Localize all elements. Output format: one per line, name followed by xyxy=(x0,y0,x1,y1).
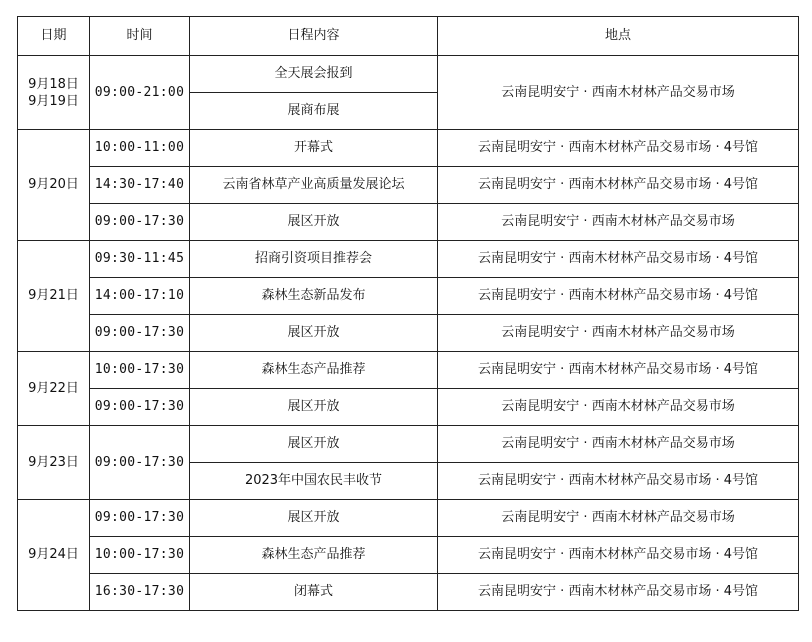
time-cell: 09:30-11:45 xyxy=(90,241,190,278)
location-cell: 云南昆明安宁 · 西南木材林产品交易市场 · 4号馆 xyxy=(438,537,799,574)
date-cell xyxy=(18,56,90,130)
location-cell: 云南昆明安宁 · 西南木材林产品交易市场 xyxy=(438,500,799,537)
table-row xyxy=(18,56,799,93)
location-cell: 云南昆明安宁 · 西南木材林产品交易市场 xyxy=(438,315,799,352)
content-cell: 展商布展 xyxy=(190,93,438,130)
date-cell: 9月22日 xyxy=(18,352,90,426)
location-cell: 云南昆明安宁 · 西南木材林产品交易市场 · 4号馆 xyxy=(438,241,799,278)
table-row xyxy=(18,426,799,463)
table-row xyxy=(18,352,799,389)
table-row xyxy=(18,315,799,352)
time-cell: 14:30-17:40 xyxy=(90,167,190,204)
time-cell: 10:00-17:30 xyxy=(90,352,190,389)
time-cell: 09:00-17:30 xyxy=(90,204,190,241)
table-row xyxy=(18,389,799,426)
time-cell: 16:30-17:30 xyxy=(90,574,190,611)
date-text: 9月19日 xyxy=(28,93,79,109)
content-cell: 森林生态产品推荐 xyxy=(190,537,438,574)
table-row xyxy=(18,500,799,537)
time-cell: 09:00-21:00 xyxy=(90,56,190,130)
content-cell: 全天展会报到 xyxy=(190,56,438,93)
table-row xyxy=(18,204,799,241)
header-date: 日期 xyxy=(18,17,90,56)
content-cell: 森林生态新品发布 xyxy=(190,278,438,315)
date-cell: 9月20日 xyxy=(18,130,90,241)
content-cell: 开幕式 xyxy=(190,130,438,167)
content-cell: 闭幕式 xyxy=(190,574,438,611)
time-cell: 10:00-11:00 xyxy=(90,130,190,167)
header-row xyxy=(18,17,799,56)
content-cell: 展区开放 xyxy=(190,426,438,463)
table-row xyxy=(18,278,799,315)
header-time: 时间 xyxy=(90,17,190,56)
content-cell: 森林生态产品推荐 xyxy=(190,352,438,389)
time-cell: 10:00-17:30 xyxy=(90,537,190,574)
content-cell: 2023年中国农民丰收节 xyxy=(190,463,438,500)
location-cell: 云南昆明安宁 · 西南木材林产品交易市场 xyxy=(438,56,799,130)
schedule-container xyxy=(17,16,798,611)
content-cell: 展区开放 xyxy=(190,500,438,537)
location-cell: 云南昆明安宁 · 西南木材林产品交易市场 · 4号馆 xyxy=(438,574,799,611)
location-cell: 云南昆明安宁 · 西南木材林产品交易市场 xyxy=(438,204,799,241)
header-location: 地点 xyxy=(438,17,799,56)
content-cell: 招商引资项目推荐会 xyxy=(190,241,438,278)
schedule-table xyxy=(17,16,799,611)
content-cell: 展区开放 xyxy=(190,204,438,241)
table-row xyxy=(18,167,799,204)
location-cell: 云南昆明安宁 · 西南木材林产品交易市场 · 4号馆 xyxy=(438,352,799,389)
location-cell: 云南昆明安宁 · 西南木材林产品交易市场 · 4号馆 xyxy=(438,130,799,167)
time-cell: 09:00-17:30 xyxy=(90,315,190,352)
location-cell: 云南昆明安宁 · 西南木材林产品交易市场 · 4号馆 xyxy=(438,463,799,500)
table-row xyxy=(18,574,799,611)
time-cell: 09:00-17:30 xyxy=(90,426,190,500)
time-cell: 14:00-17:10 xyxy=(90,278,190,315)
header-content: 日程内容 xyxy=(190,17,438,56)
time-cell: 09:00-17:30 xyxy=(90,389,190,426)
content-cell: 云南省林草产业高质量发展论坛 xyxy=(190,167,438,204)
date-text: 9月18日 xyxy=(28,76,79,92)
date-cell: 9月23日 xyxy=(18,426,90,500)
location-cell: 云南昆明安宁 · 西南木材林产品交易市场 xyxy=(438,389,799,426)
content-cell: 展区开放 xyxy=(190,315,438,352)
location-cell: 云南昆明安宁 · 西南木材林产品交易市场 · 4号馆 xyxy=(438,278,799,315)
date-cell: 9月24日 xyxy=(18,500,90,611)
table-row xyxy=(18,537,799,574)
location-cell: 云南昆明安宁 · 西南木材林产品交易市场 · 4号馆 xyxy=(438,167,799,204)
table-row xyxy=(18,130,799,167)
location-cell: 云南昆明安宁 · 西南木材林产品交易市场 xyxy=(438,426,799,463)
date-cell: 9月21日 xyxy=(18,241,90,352)
content-cell: 展区开放 xyxy=(190,389,438,426)
time-cell: 09:00-17:30 xyxy=(90,500,190,537)
table-row xyxy=(18,241,799,278)
